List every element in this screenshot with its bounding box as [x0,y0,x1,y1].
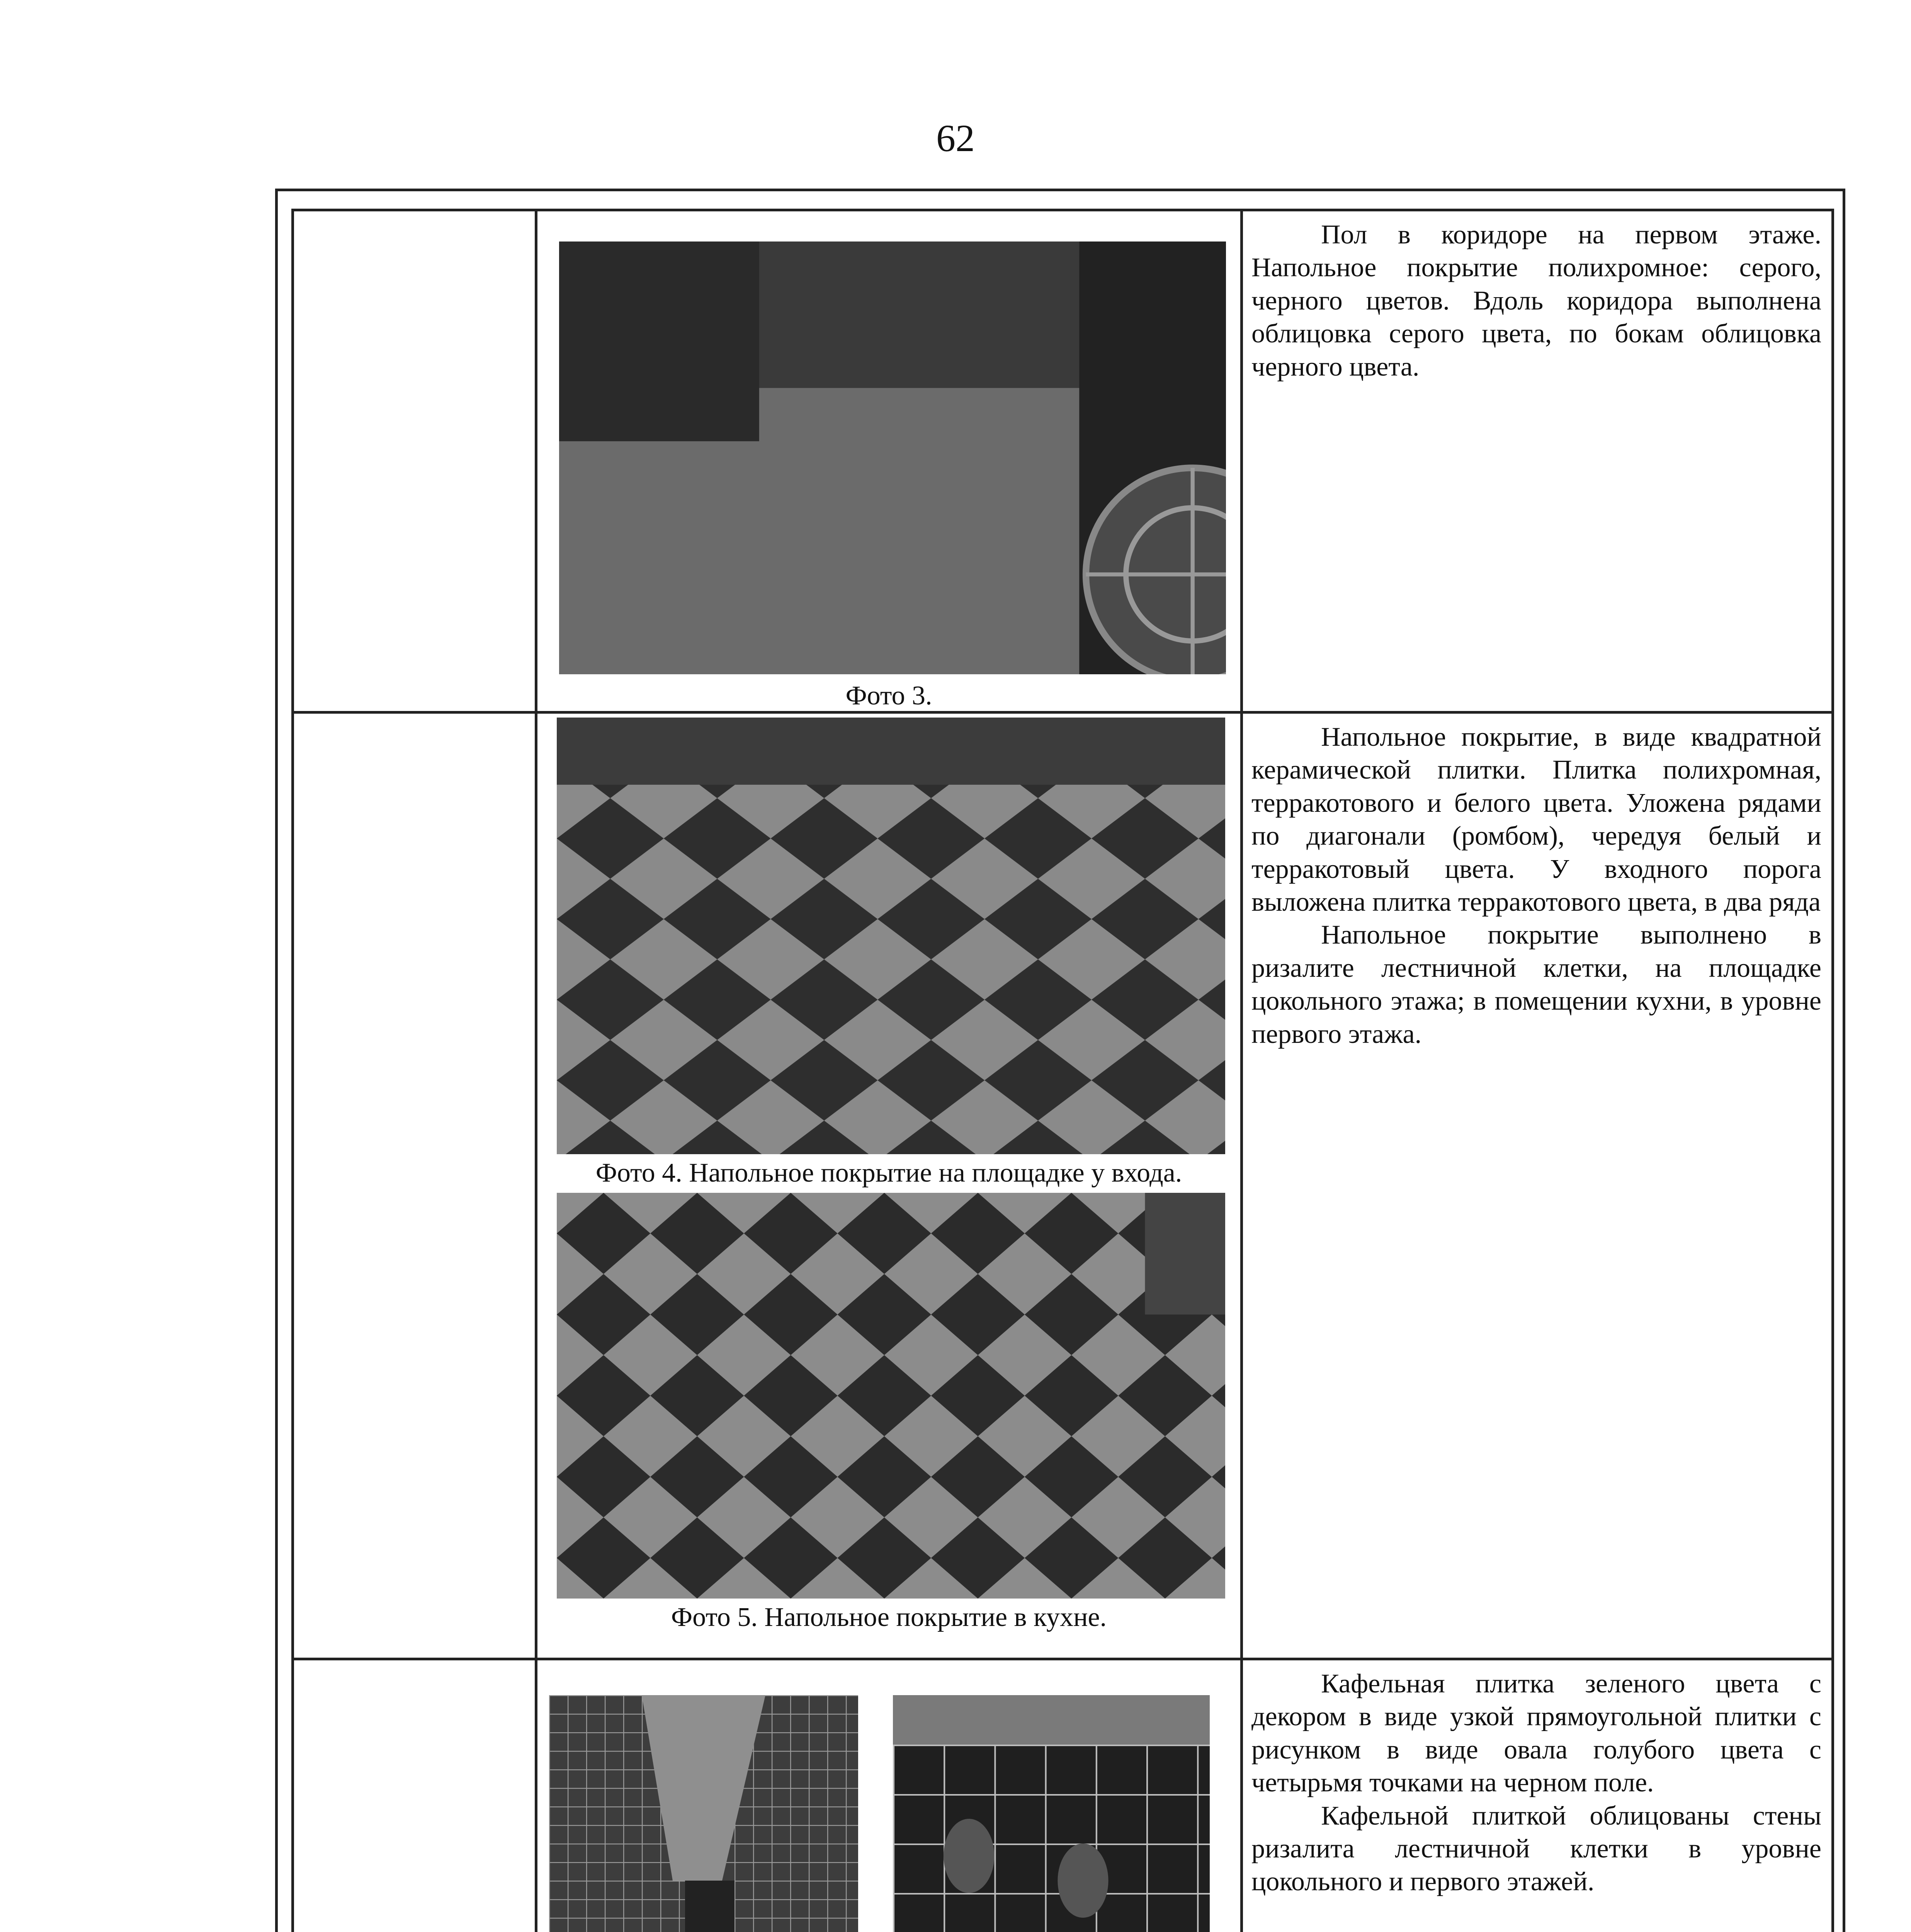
table-row [293,210,1833,713]
description-text: Пол в коридоре на первом этаже. Напольное покрытие полихромное: серого, черного цветов. Вдоль коридора выполнена облицовка серого цвета, по бокам облицовка черного цвета. [1251,220,1821,382]
photo-3-corridor [559,242,1226,674]
photo-cell [536,713,1242,1659]
photo-table [291,209,1834,1932]
page-number: 62 [936,117,975,160]
description-text: Напольное покрытие, в виде квадратной керамической плитки. Плитка полихромная, терракотового и белого цвета. Уложена рядами по диагонали (ромбом), чередуя белый и терракотовый цвета. У входного порога выложена плитка терракотового цвета, в два ряда [1251,722,1821,917]
photo-cell [536,210,1242,713]
caption-photo-4: Фото 4. Напольное покрытие на площадке у входа. [595,1158,1182,1188]
photo-4-entrance-floor [557,718,1225,1154]
photo-6-wall-tile-right [893,1695,1210,1932]
caption-photo-3: Фото 3. [845,681,932,711]
description-cell [1242,210,1833,713]
photo-6-wall-tile-left [549,1695,858,1932]
description-cell [1242,713,1833,1659]
photo-5-kitchen-floor [557,1193,1225,1599]
description-cell [1242,1659,1833,1932]
empty-cell [293,210,536,713]
description-text: Кафельной плиткой облицованы стены ризалита лестничной клетки в уровне цокольного и первого этажей. [1251,1801,1821,1897]
empty-cell [293,1659,536,1932]
caption-photo-5: Фото 5. Напольное покрытие в кухне. [671,1602,1107,1632]
description-text: Напольное покрытие выполнено в ризалите лестничной клетки, на площадке цокольного этажа; в помещении кухни, в уровне первого этажа. [1251,920,1821,1049]
empty-cell [293,713,536,1659]
photo-cell [536,1659,1242,1932]
table-row [293,713,1833,1659]
description-text: Кафельная плитка зеленого цвета с декором в виде узкой прямоугольной плитки с рисунком в виде овала голубого цвета с четырьмя точками на черном поле. [1251,1669,1821,1798]
table-row [293,1659,1833,1932]
